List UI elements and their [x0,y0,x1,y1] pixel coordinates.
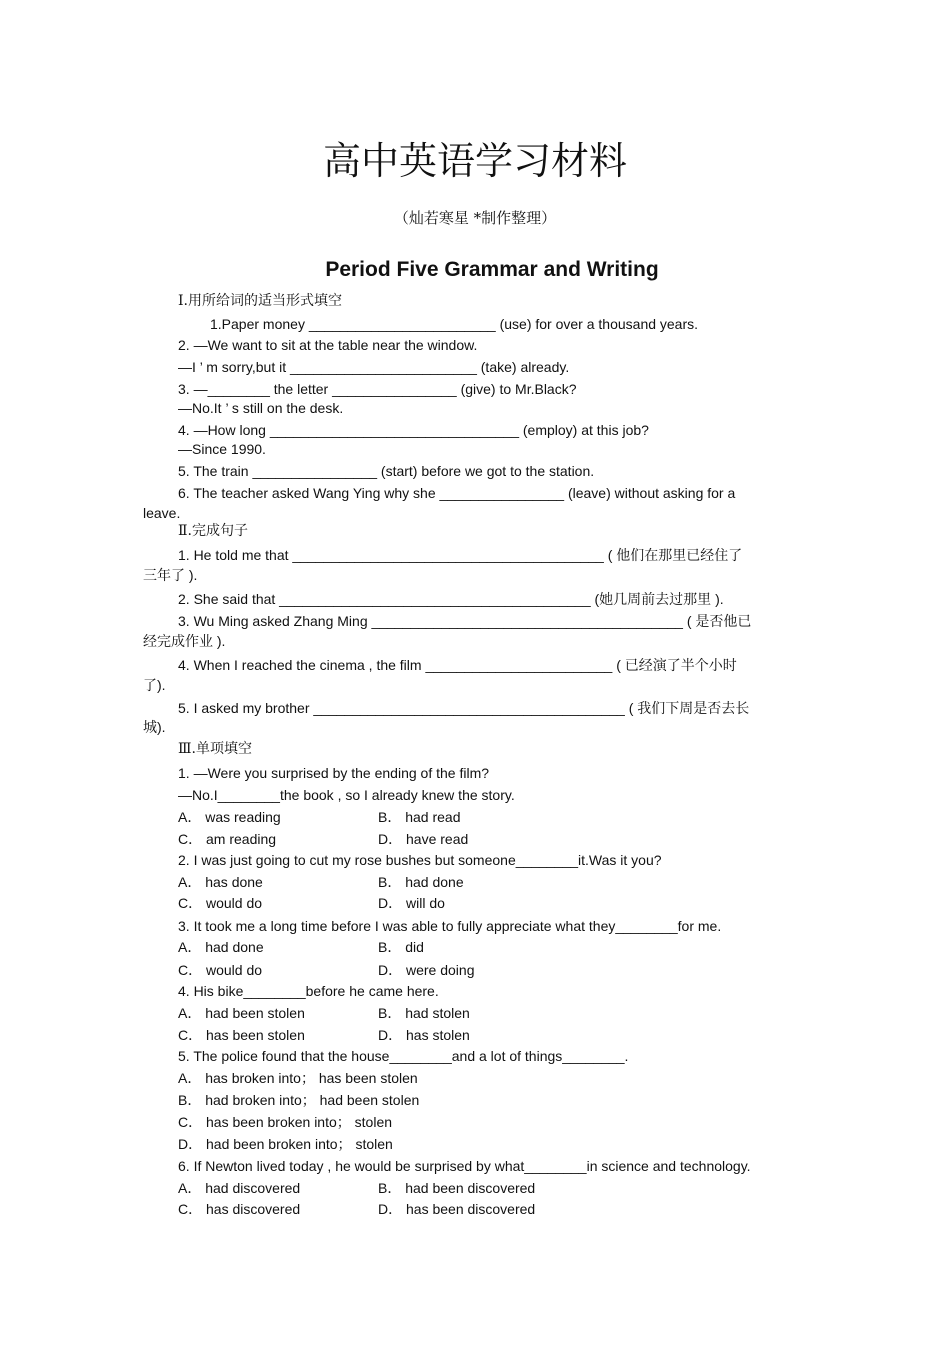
option-d: D． has been discovered [378,1201,536,1217]
question-stem: 2. I was just going to cut my rose bushes but someone________it.Was it you? [178,852,662,868]
option-d: D． have read [378,831,469,847]
question-stem: 4. His bike________before he came here. [178,983,439,999]
option-a: A． had discovered [178,1180,301,1196]
period-heading: Period Five Grammar and Writing [325,258,659,281]
question-stem: 1. —Were you surprised by the ending of the film? [178,765,490,781]
s2-line: 经完成作业 ). [143,633,226,649]
option-c: C． would do [178,962,263,978]
option-c: C． would do [178,895,263,911]
s1-line: leave. [143,505,181,521]
option-b: B． had broken into； had been stolen [178,1092,420,1108]
option-b: B． had stolen [378,1005,470,1021]
option-b: B． had read [378,809,461,825]
s1-line: 3. —________ the letter ________________ (give) to Mr.Black? [178,381,577,397]
question-stem: —No.I________the book , so I already knew the story. [178,787,515,803]
option-a: A． had been stolen [178,1005,305,1021]
s1-line: 1.Paper money ________________________ (use) for over a thousand years. [210,316,699,332]
s1-line: —I ’ m sorry,but it ________________________ (take) already. [178,359,570,375]
s2-line: 5. I asked my brother ________________________________________ ( 我们下周是否去长 [178,700,750,716]
option-c: C． has been broken into； stolen [178,1114,393,1130]
question-stem: 3. It took me a long time before I was able to fully appreciate what they________for me. [178,918,722,934]
s2-line: 城). [143,719,166,735]
option-a: A． had done [178,939,264,955]
page-subtitle: （灿若寒星 *制作整理） [393,209,557,227]
section1-heading: Ⅰ.用所给词的适当形式填空 [178,293,342,309]
s2-line: 1. He told me that ________________________________________ ( 他们在那里已经住了 [178,547,743,563]
section2-heading: Ⅱ.完成句子 [178,523,248,539]
s2-line: 2. She said that ________________________________________ (她几周前去过那里 ). [178,591,724,607]
option-b: B． did [378,939,424,955]
s2-line: 4. When I reached the cinema , the film ________________________ ( 已经演了半个小时 [178,657,737,673]
s1-line: 4. —How long ________________________________ (employ) at this job? [178,422,649,438]
option-c: C． has discovered [178,1201,301,1217]
s1-line: 5. The train ________________ (start) before we got to the station. [178,463,595,479]
option-c: C． am reading [178,831,277,847]
option-d: D． will do [378,895,445,911]
option-d: D． had been broken into； stolen [178,1136,393,1152]
option-d: D． has stolen [378,1027,470,1043]
s1-line: —Since 1990. [178,441,266,457]
s1-line: 2. —We want to sit at the table near the window. [178,337,478,353]
question-stem: 6. If Newton lived today , he would be surprised by what________in science and technology. [178,1158,751,1174]
option-a: A． has broken into； has been stolen [178,1070,418,1086]
option-b: B． had done [378,874,464,890]
page-title: 高中英语学习材料 [322,139,627,183]
s2-line: 3. Wu Ming asked Zhang Ming ________________________________________ ( 是否他已 [178,613,752,629]
option-d: D． were doing [378,962,475,978]
s1-line: —No.It ’ s still on the desk. [178,400,344,416]
option-c: C． has been stolen [178,1027,305,1043]
question-stem: 5. The police found that the house________and a lot of things________. [178,1048,629,1064]
option-a: A． has done [178,874,263,890]
s1-line: 6. The teacher asked Wang Ying why she ________________ (leave) without asking for a [178,485,736,501]
section3-heading: Ⅲ.单项填空 [178,741,252,757]
option-a: A． was reading [178,809,281,825]
s2-line: 三年了 ). [143,567,198,583]
option-b: B． had been discovered [378,1180,536,1196]
s2-line: 了). [143,677,166,693]
